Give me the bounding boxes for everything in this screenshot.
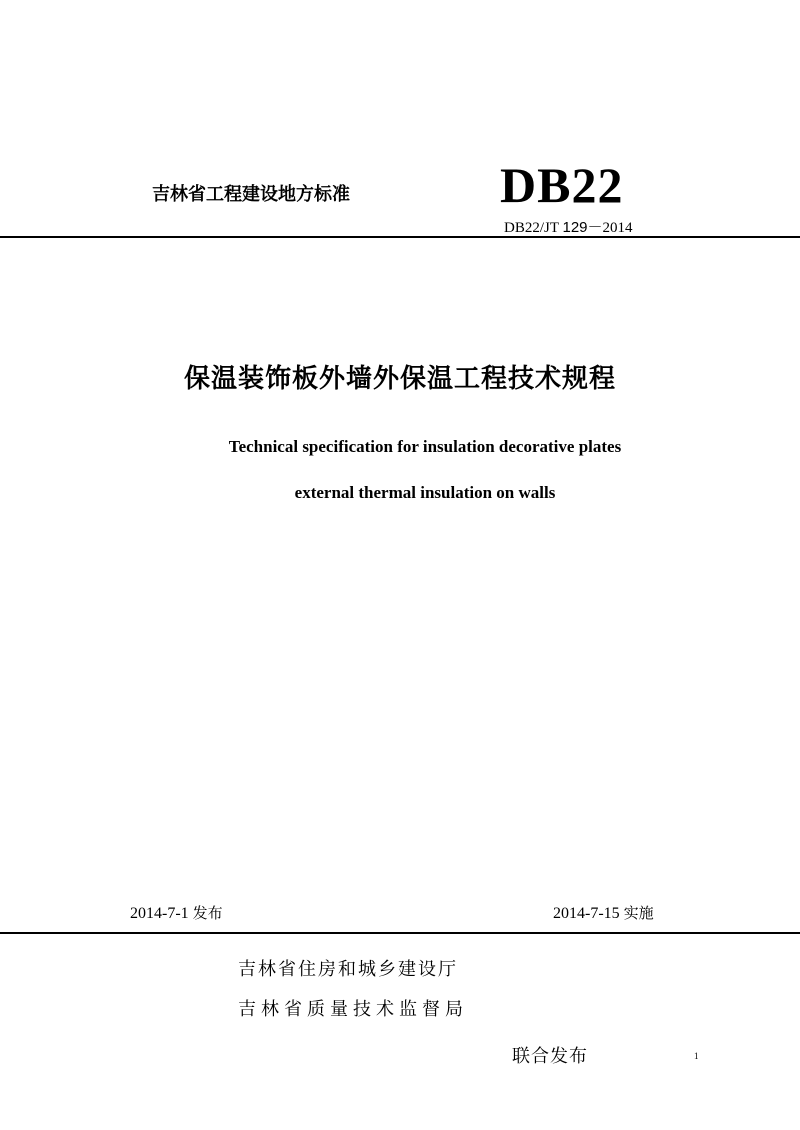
issued-label: 发布 [192,904,223,922]
page-number: 1 [694,1051,699,1061]
issuing-org-1: 吉林省住房和城乡建设厅 [238,959,458,980]
title-chinese: 保温装饰板外墙外保温工程技术规程 [183,364,616,394]
top-divider [0,236,800,238]
issuing-org-2: 吉林省质量技术监督局 [238,999,468,1020]
issued-date-value: 2014-7-1 [130,905,189,922]
standard-year: 2014 [602,220,633,236]
title-english-line1: Technical specification for insulation decorative plates [228,437,622,456]
effective-date-value: 2014-7-15 [553,905,620,922]
bottom-divider [0,932,800,934]
issued-date [130,902,223,923]
title-english-line2: external thermal insulation on walls [294,483,556,502]
issuer-heading: 吉林省工程建设地方标准 [152,184,350,205]
joint-issue-label: 联合发布 [512,1046,588,1067]
standard-dash: － [587,219,603,236]
standard-prefix: DB22/JT [504,220,559,236]
effective-date [553,902,654,923]
standard-code: DB22 [500,157,624,213]
standard-number [504,216,633,237]
standard-num: 129 [562,219,588,236]
effective-label: 实施 [623,904,654,922]
